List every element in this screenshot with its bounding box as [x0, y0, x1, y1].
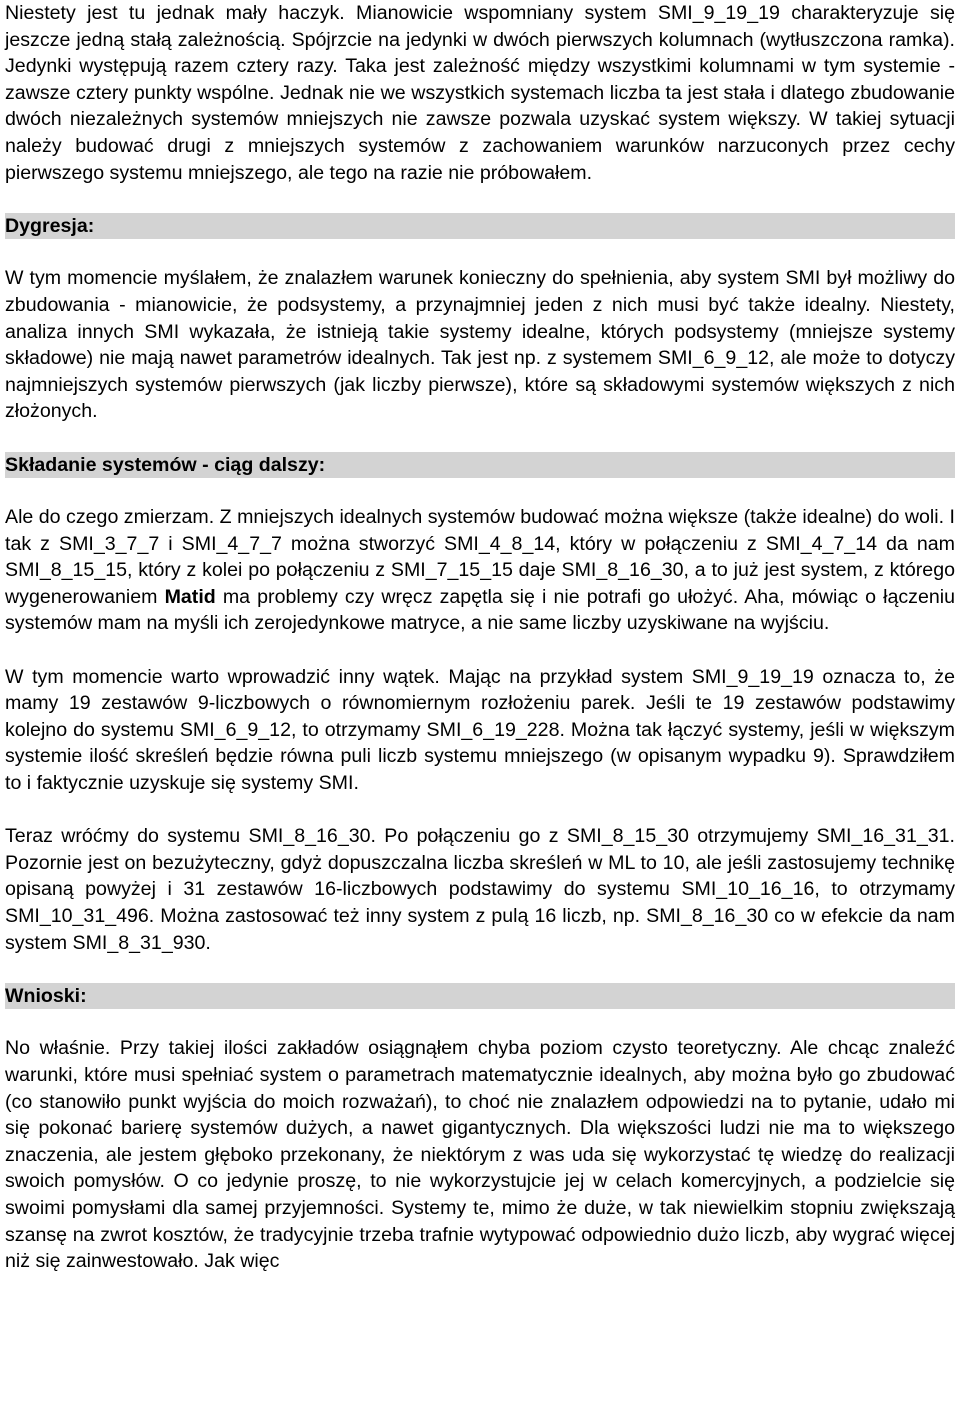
skladanie-paragraph-3: Teraz wróćmy do systemu SMI_8_16_30. Po połączeniu go z SMI_8_15_30 otrzymujemy SMI_16_31_31. Pozornie jest on bezużyteczny, gdyż dopuszczalna liczba skreśleń w ML to 10, ale jeśli zastosujemy technikę opisaną powyżej i 31 zestawów 16-liczbowych podstawimy do systemu SMI_10_16_16, to otrzymamy SMI_10_31_496. Można zastosować też inny system z pulą 16 liczb, np. SMI_8_16_30 co w efekcie da nam system SMI_8_31_930.: [5, 825, 955, 954]
skladanie-p1-after: ma problemy czy wręcz zapętla się i nie potrafi go ułożyć. Aha, mówiąc o łączeniu systemów mam na myśli ich zerojedynkowe matryce, a nie same liczby uzyskiwane na wyjściu.: [5, 585, 955, 635]
spacer: [5, 425, 955, 452]
spacer: [5, 239, 955, 266]
spacer: [5, 478, 955, 505]
dygresja-paragraph: W tym momencie myślałem, że znalazłem warunek konieczny do spełnienia, aby system SMI był możliwy do zbudowania - mianowicie, że podsystemy, a przynajmniej jeden z nich musi być także idealny. Niestety, analiza innych SMI wykazała, że istnieją takie systemy idealne, których podsystemy (mniejsze systemy składowe) nie mają nawet parametrów idealnych. Tak jest np. z systemem SMI_6_9_12, ale może to dotyczy najmniejszych systemów pierwszych (jak liczby pierwsze), które są składowymi systemów większych z nich złożonych.: [5, 267, 955, 423]
spacer: [5, 1009, 955, 1036]
spacer: [5, 637, 955, 664]
wnioski-paragraph: No właśnie. Przy takiej ilości zakładów osiągnąłem chyba poziom czysto teoretyczny. Ale chcąc znaleźć warunki, które musi spełniać system o parametrach matematycznie idealnych, aby można było go zbudować (co stanowiło punkt wyjścia do moich rozważań), to choć nie znalazłem odpowiedzi na to pytanie, udało mi się pokonać barierę systemów dużych, a nawet gigantycznych. Dla większości ludzi nie ma to większego znaczenia, ale jestem głęboko przekonany, że niektórym z was uda się wykorzystać tę wiedzę do realizacji swoich pomysłów. O co jedynie proszę, to nie wykorzystujcie jej w celach komercyjnych, a podzielcie się swoimi pomysłami dla samej przyjemności. Systemy te, mimo że duże, w tak niewielkim stopniu zwiększają szansę na zwrot kosztów, że tradycyjnie trzeba trafnie wytypować odpowiednio dużo liczb, aby wygrać więcej niż się zainwestowało. Jak więc: [5, 1037, 955, 1273]
section-heading-dygresja: Dygresja:: [5, 213, 955, 239]
skladanie-paragraph-1: [5, 504, 955, 637]
section-heading-skladanie: Składanie systemów - ciąg dalszy:: [5, 452, 955, 478]
spacer: [5, 797, 955, 824]
spacer: [5, 186, 955, 213]
spacer: [5, 956, 955, 983]
skladanie-p1-before: Ale do czego zmierzam. Z mniejszych idealnych systemów budować można większe (także idealne) do woli. I tak z SMI_3_7_7 i SMI_4_7_7 można stworzyć SMI_4_8_14, który w połączeniu z SMI_4_7_14 da nam SMI_8_15_15, który z kolei po połączeniu z SMI_7_15_15 daje SMI_8_16_30, a to już jest system, z którego wygenerowaniem: [5, 506, 955, 608]
matid-bold: Matid: [164, 585, 216, 608]
skladanie-paragraph-2: W tym momencie warto wprowadzić inny wątek. Mając na przykład system SMI_9_19_19 oznacza to, że mamy 19 zestawów 9-liczbowych o równomiernym rozłożeniu parek. Jeśli te 19 zestawów podstawimy kolejno do systemu SMI_6_9_12, to otrzymamy SMI_6_19_228. Można tak łączyć systemy, jeśli w większym systemie ilość skreśleń będzie równa puli liczb systemu mniejszego (w opisanym wypadku 9). Sprawdziłem to i faktycznie uzyskuje się systemy SMI.: [5, 665, 955, 795]
intro-paragraph: Niestety jest tu jednak mały haczyk. Mianowicie wspomniany system SMI_9_19_19 charakteryzuje się jeszcze jedną stałą zależnością. Spójrzcie na jedynki w dwóch pierwszych kolumnach (wytłuszczona ramka). Jedynki występują razem cztery razy. Taka jest zależność między wszystkimi kolumnami w tym systemie - zawsze cztery punkty wspólne. Jednak nie we wszystkich systemach liczba ta jest stała i dlatego zbudowanie dwóch niezależnych systemów mniejszych nie zawsze pozwala uzyskać system większy. W takiej sytuacji należy budować drugi z mniejszych systemów z zachowaniem warunków narzuconych przez cechy pierwszego systemu mniejszego, ale tego na razie nie próbowałem.: [5, 2, 955, 184]
section-heading-wnioski: Wnioski:: [5, 983, 955, 1009]
